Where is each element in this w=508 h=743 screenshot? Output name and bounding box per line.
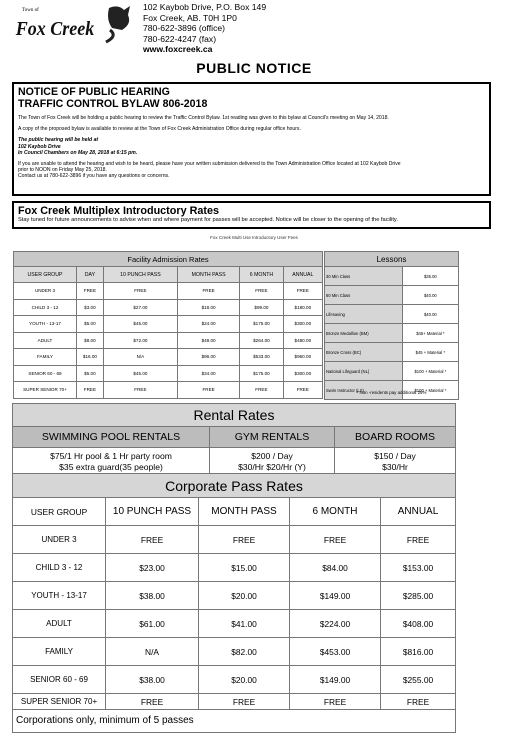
- notice-contact: Contact us at 780-622-3896 if you have any questions or concerns.: [18, 173, 170, 180]
- column-header: USER GROUP: [13, 498, 106, 526]
- lesson-price: $100 + Material *: [402, 381, 458, 400]
- cell: FAMILY: [13, 638, 106, 666]
- lesson-price: $40.00: [402, 286, 458, 305]
- cell: FREE: [290, 526, 381, 554]
- notice-paragraph: prior to NOON on Friday May 25, 2018.: [18, 167, 107, 174]
- cell: $300.00: [283, 316, 322, 333]
- phone-fax: 780-622-4247 (fax): [143, 33, 217, 44]
- page-title: PUBLIC NOTICE: [196, 60, 312, 76]
- column-header: 6 MONTH: [290, 498, 381, 526]
- cell: SENIOR 60 - 69: [13, 666, 106, 694]
- lessons-table: [324, 251, 459, 400]
- cell: FREE: [77, 283, 104, 300]
- cell: FREE: [106, 526, 199, 554]
- table-row: [325, 343, 459, 362]
- cell: ADULT: [14, 332, 77, 349]
- column-header: GYM RENTALS: [210, 427, 335, 448]
- column-header: 10 PUNCH PASS: [106, 498, 199, 526]
- table-row: [14, 283, 323, 300]
- public-hearing-notice: [12, 82, 491, 196]
- lesson-price: $45 + Material *: [402, 343, 458, 362]
- column-header: ANNUAL: [381, 498, 456, 526]
- cell: FAMILY: [14, 349, 77, 366]
- rate-line: $35 extra guard(35 people): [59, 462, 163, 472]
- cell: $224.00: [290, 610, 381, 638]
- lesson-name: Bronze Cross (BC): [325, 343, 403, 362]
- cell: $38.00: [106, 666, 199, 694]
- cell: $38.00: [106, 582, 199, 610]
- lesson-price: $45+ Material *: [402, 324, 458, 343]
- cell: $408.00: [381, 610, 456, 638]
- cell: $300.00: [283, 365, 322, 382]
- fox-creek-logo: [14, 2, 134, 46]
- column-header: USER GROUP: [14, 267, 77, 283]
- cell: FREE: [381, 526, 456, 554]
- facility-admission-table: [13, 251, 323, 399]
- cell: FREE: [381, 694, 456, 710]
- cell: $23.00: [106, 554, 199, 582]
- cell: $175.00: [240, 316, 283, 333]
- cell: $16.00: [77, 349, 104, 366]
- logo-main-text: Fox Creek: [15, 18, 95, 41]
- notice-paragraph: If you are unable to attend the hearing and wish to be heard, please have your written submission delivered to the Town Administration Office located at 102 Kaybob Drive: [18, 161, 401, 168]
- cell: $285.00: [381, 582, 456, 610]
- cell: FREE: [77, 382, 104, 399]
- table-row: [14, 382, 323, 399]
- table-row: [14, 349, 323, 366]
- lesson-price: $35.00: [402, 267, 458, 286]
- column-header: ANNUAL: [283, 267, 322, 283]
- cell: $20.00: [199, 666, 290, 694]
- contact-block: [143, 2, 266, 55]
- corporate-footer-note: Corporations only, minimum of 5 passes: [12, 709, 456, 733]
- notice-paragraph: The Town of Fox Creek will be holding a public hearing to review the Traffic Control Bylaw. 1st reading was given to this bylaw at Council's meeting on May 14, 2018.: [18, 115, 389, 121]
- facility-table-title: Facility Admission Rates: [14, 252, 323, 267]
- table-row: [13, 526, 456, 554]
- cell: CHILD 3 - 12: [13, 554, 106, 582]
- cell: $8.00: [77, 332, 104, 349]
- lessons-title: Lessons: [325, 252, 459, 267]
- cell: $175.00: [240, 365, 283, 382]
- column-header: 10 PUNCH PASS: [103, 267, 177, 283]
- cell: FREE: [177, 382, 239, 399]
- rate-line: $200 / Day: [251, 451, 293, 461]
- cell: UNDER 3: [13, 526, 106, 554]
- cell: $816.00: [381, 638, 456, 666]
- cell: $48.00: [177, 332, 239, 349]
- notice-paragraph: A copy of the proposed bylaw is available to review at the Town of Fox Creek Administration Office during regular office hours.: [18, 126, 301, 133]
- cell: FREE: [240, 382, 283, 399]
- phone-office: 780-622-3896 (office): [143, 23, 226, 34]
- rate-line: $30/Hr $20/Hr (Y): [238, 462, 306, 472]
- cell: $82.00: [199, 638, 290, 666]
- cell: $15.00: [199, 554, 290, 582]
- cell: $84.00: [290, 554, 381, 582]
- column-header: MONTH PASS: [177, 267, 239, 283]
- cell: FREE: [283, 283, 322, 300]
- table-row: [325, 267, 459, 286]
- cell: $27.00: [103, 299, 177, 316]
- cell: YOUTH - 13-17: [13, 582, 106, 610]
- table-row: [14, 316, 323, 333]
- cell: $255.00: [381, 666, 456, 694]
- column-header: MONTH PASS: [199, 498, 290, 526]
- logo-small-text: Town of: [22, 8, 39, 13]
- table-row: [14, 332, 323, 349]
- rate-line: $75/1 Hr pool & 1 Hr party room: [50, 451, 172, 461]
- cell: $34.00: [177, 365, 239, 382]
- cell: $3.00: [77, 299, 104, 316]
- lesson-name: Swim Instructor (LS): [325, 381, 403, 400]
- column-header: SWIMMING POOL RENTALS: [13, 427, 210, 448]
- cell: YOUTH - 13-17: [14, 316, 77, 333]
- table-row: [325, 286, 459, 305]
- table-row: [325, 324, 459, 343]
- rate-line: $30/Hr: [382, 462, 408, 472]
- lesson-price: $40.00: [402, 305, 458, 324]
- cell: FREE: [103, 283, 177, 300]
- table-row: [13, 582, 456, 610]
- website-link[interactable]: www.foxcreek.ca: [143, 44, 213, 55]
- cell: $24.00: [177, 316, 239, 333]
- lesson-name: Bronze Medallion (BM): [325, 324, 403, 343]
- cell: SUPER SENIOR 70+: [14, 382, 77, 399]
- table-row: [13, 610, 456, 638]
- cell: $61.00: [106, 610, 199, 638]
- cell: $99.00: [240, 299, 283, 316]
- lesson-name: Lifesaving: [325, 305, 403, 324]
- cell: FREE: [199, 694, 290, 710]
- rental-rates-table: [12, 403, 456, 477]
- cell: $18.00: [177, 299, 239, 316]
- cell: $149.00: [290, 582, 381, 610]
- lesson-price: $100 + Material *: [402, 362, 458, 381]
- cell: $960.00: [283, 349, 322, 366]
- table-row: [325, 362, 459, 381]
- cell: $72.00: [103, 332, 177, 349]
- cell: FREE: [106, 694, 199, 710]
- cell: FREE: [103, 382, 177, 399]
- cell: $20.00: [199, 582, 290, 610]
- multiplex-title: Fox Creek Multiplex Introductory Rates: [18, 205, 219, 217]
- table-row: [13, 554, 456, 582]
- cell: $96.00: [177, 349, 239, 366]
- address-line: 102 Kaybob Drive, P.O. Box 149: [143, 2, 267, 12]
- hearing-date: In Council Chambers on May 28, 2018 at 6:15 pm.: [18, 149, 138, 156]
- fees-caption: Fox Creek Multi Use Introductory User Fees: [210, 235, 298, 240]
- table-row: [13, 666, 456, 694]
- cell: $153.00: [381, 554, 456, 582]
- cell: FREE: [283, 382, 322, 399]
- column-header: BOARD ROOMS: [335, 427, 456, 448]
- rate-line: $150 / Day: [374, 451, 416, 461]
- cell: $453.00: [290, 638, 381, 666]
- cell: $149.00: [290, 666, 381, 694]
- cell: $45.00: [103, 365, 177, 382]
- column-header: DAY: [77, 267, 104, 283]
- lesson-name: 30 Min Class: [325, 267, 403, 286]
- lesson-name: National Lifeguard (NL): [325, 362, 403, 381]
- cell: $264.00: [240, 332, 283, 349]
- table-row: [325, 305, 459, 324]
- cell: FREE: [290, 694, 381, 710]
- cell: FREE: [177, 283, 239, 300]
- cell: $5.00: [77, 365, 104, 382]
- cell: $480.00: [283, 332, 322, 349]
- cell: N/A: [106, 638, 199, 666]
- cell: ADULT: [13, 610, 106, 638]
- notice-title: NOTICE OF PUBLIC HEARING: [18, 86, 170, 98]
- multiplex-box: [12, 201, 491, 229]
- corporate-pass-table: [12, 473, 456, 710]
- rental-title: Rental Rates: [13, 404, 456, 427]
- cell: SENIOR 60 - 69: [14, 365, 77, 382]
- lesson-name: 60 Min Class: [325, 286, 403, 305]
- table-row: [13, 694, 456, 710]
- hearing-location: The public hearing will be held at: [18, 137, 99, 144]
- corporate-title: Corporate Pass Rates: [13, 474, 456, 498]
- table-row: [14, 299, 323, 316]
- address-line: Fox Creek, AB. T0H 1P0: [143, 12, 237, 23]
- cell: $45.00: [103, 316, 177, 333]
- cell: $41.00: [199, 610, 290, 638]
- cell: $533.00: [240, 349, 283, 366]
- cell: UNDER 3: [14, 283, 77, 300]
- cell: FREE: [199, 526, 290, 554]
- table-row: [13, 638, 456, 666]
- cell: SUPER SENIOR 70+: [13, 694, 106, 710]
- cell: FREE: [240, 283, 283, 300]
- hearing-location: 102 Kaybob Drive: [18, 143, 61, 150]
- non-resident-note: * Non -residents pay additional 25%: [356, 390, 427, 395]
- cell: $180.00: [283, 299, 322, 316]
- notice-subtitle: TRAFFIC CONTROL BYLAW 806-2018: [18, 97, 208, 110]
- cell: CHILD 3 - 12: [14, 299, 77, 316]
- column-header: 6 MONTH: [240, 267, 283, 283]
- cell: $5.00: [77, 316, 104, 333]
- cell: N/A: [103, 349, 177, 366]
- table-row: [14, 365, 323, 382]
- multiplex-subtitle: Stay tuned for future announcements to advise when and where payment for passes will be accepted. Notice will be closer to the opening of the facility.: [18, 217, 398, 223]
